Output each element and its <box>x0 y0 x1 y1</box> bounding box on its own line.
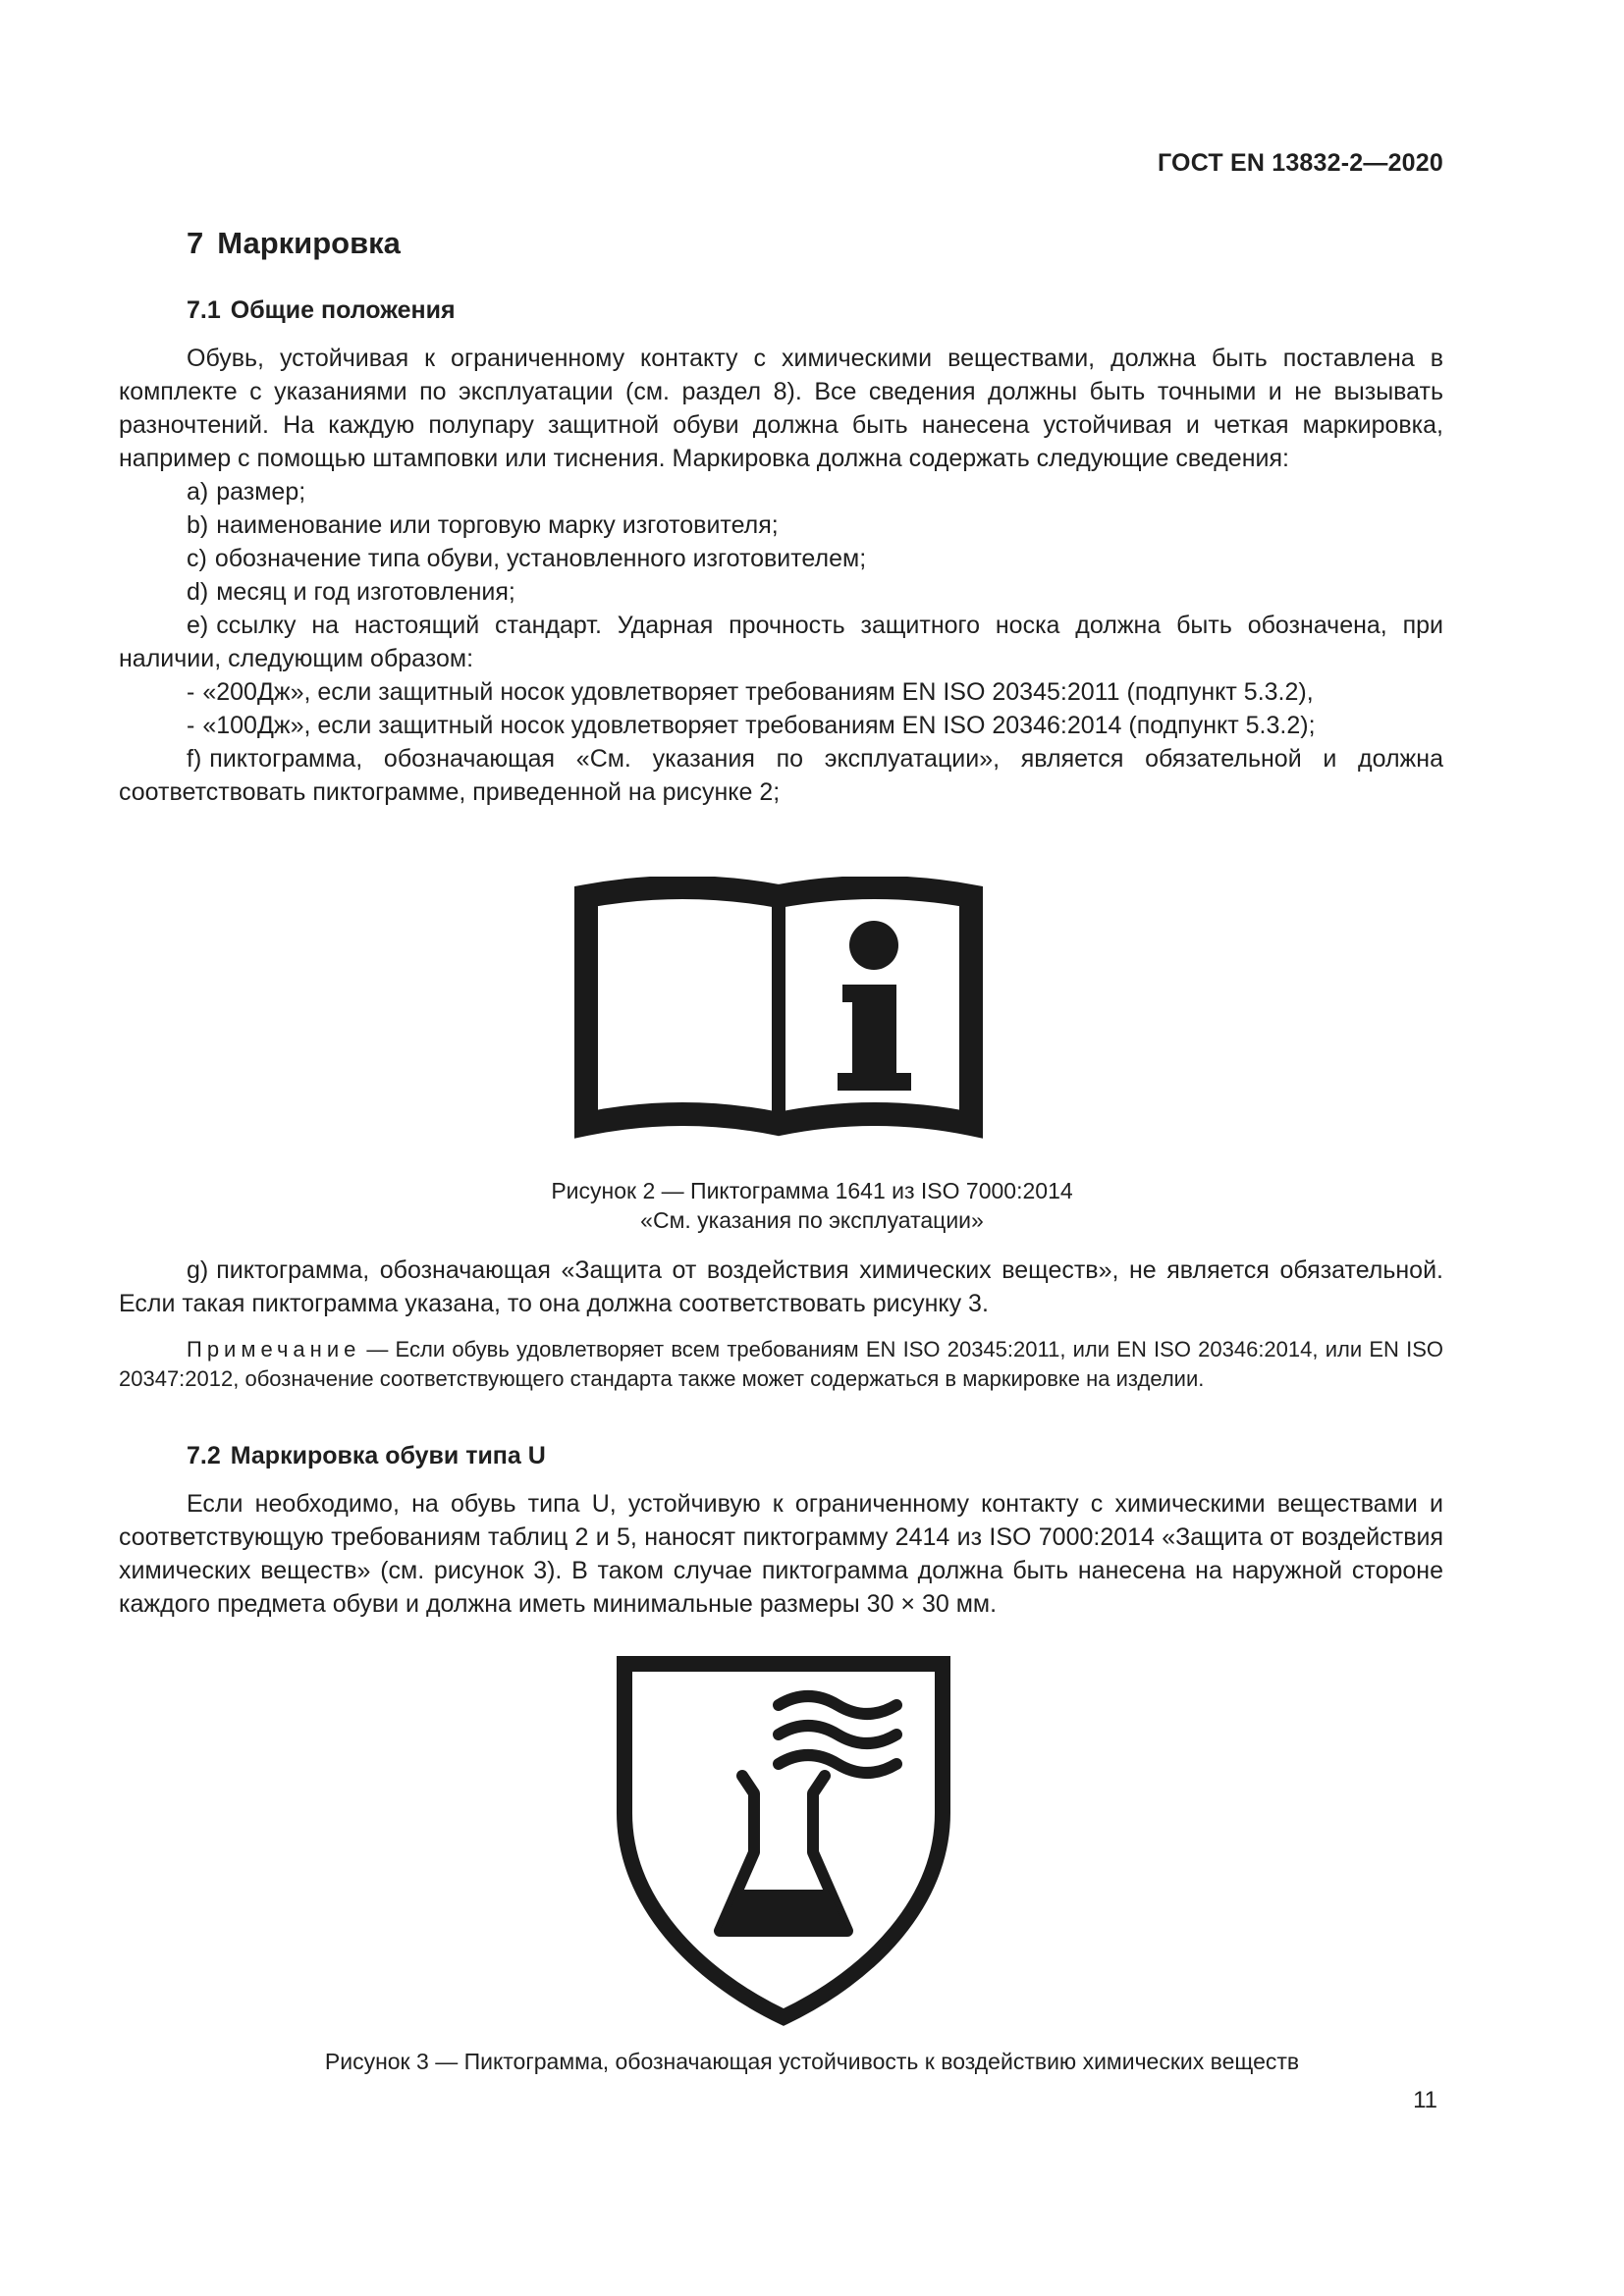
figure-2-caption: Рисунок 2 — Пиктограмма 1641 из ISO 7000:2014 «См. указания по эксплуатации» <box>551 1178 1073 1233</box>
list-item: g) пиктограмма, обозначающая «Защита от воздействия химических веществ», не является обязательной. Если такая пиктограмма указана, то она должна соответствовать рисунку 3. <box>119 1256 1443 1317</box>
subsection-title: Общие положения <box>230 296 456 324</box>
dash-item: - «200Дж», если защитный носок удовлетворяет требованиям EN ISO 20345:2011 (подпункт 5.3.2), <box>187 678 1314 706</box>
note-text: — Если обувь удовлетворяет всем требованиям EN ISO 20345:2011, или EN ISO 20346:2014, или EN ISO 20347:2012, обозначение соответствующего стандарта также может содержаться в маркировке на изделии. <box>119 1337 1443 1391</box>
dash-item: - «100Дж», если защитный носок удовлетворяет требованиям EN ISO 20346:2014 (подпункт 5.3.2); <box>187 712 1316 739</box>
list-item: e) ссылку на настоящий стандарт. Ударная прочность защитного носка должна быть обозначена, при наличии, следующим образом: <box>119 612 1443 672</box>
item-g-block <box>119 1254 1443 1320</box>
section-7-heading <box>187 226 401 261</box>
note <box>119 1335 1443 1394</box>
page-number: 11 <box>1413 2087 1437 2113</box>
section-number: 7 <box>187 226 204 260</box>
document-code: ГОСТ EN 13832-2—2020 <box>1158 149 1443 177</box>
section-title: Маркировка <box>217 226 401 260</box>
list-item: c) обозначение типа обуви, установленного изготовителем; <box>187 545 867 572</box>
list-item: b) наименование или торговую марку изготовителя; <box>187 511 779 539</box>
subsection-title: Маркировка обуви типа U <box>230 1442 546 1469</box>
subsection-number: 7.2 <box>187 1442 221 1469</box>
list-item: d) месяц и год изготовления; <box>187 578 515 606</box>
list-item: a) размер; <box>187 478 306 506</box>
paragraph: Обувь, устойчивая к ограниченному контакту с химическими веществами, должна быть поставлена в комплекте с указаниями по эксплуатации (см. раздел 8). Все сведения должны быть точными и не вызывать разночтений. На каждую полупару защитной обуви должна быть нанесена устойчивая и четкая маркировка, например с помощью штамповки или тиснения. Маркировка должна содержать следующие сведения: <box>119 345 1443 472</box>
figure-3-caption: Рисунок 3 — Пиктограмма, обозначающая устойчивость к воздействию химических веществ <box>324 2049 1300 2074</box>
paragraph: Если необходимо, на обувь типа U, устойчивую к ограниченному контакту с химическими веществами и соответствующую требованиям таблиц 2 и 5, наносят пиктограмму 2414 из ISO 7000:2014 «Защита от воздействия химических веществ» (см. рисунок 3). В таком случае пиктограмма должна быть нанесена на наружной стороне каждого предмета обуви и должна иметь минимальные размеры 30 × 30 мм. <box>119 1490 1443 1618</box>
subsection-7-1-heading <box>187 296 456 325</box>
chemical-shield-icon <box>617 1656 950 2027</box>
subsection-7-2-heading <box>187 1442 546 1470</box>
book-info-icon <box>572 877 985 1151</box>
subsection-number: 7.1 <box>187 296 221 324</box>
section-7-1-body <box>119 342 1443 809</box>
section-7-2-body <box>119 1487 1443 1621</box>
note-label: Примечание <box>187 1337 361 1362</box>
list-item: f) пиктограмма, обозначающая «См. указания по эксплуатации», является обязательной и должна соответствовать пиктограмме, приведенной на рисунке 2; <box>119 745 1443 806</box>
